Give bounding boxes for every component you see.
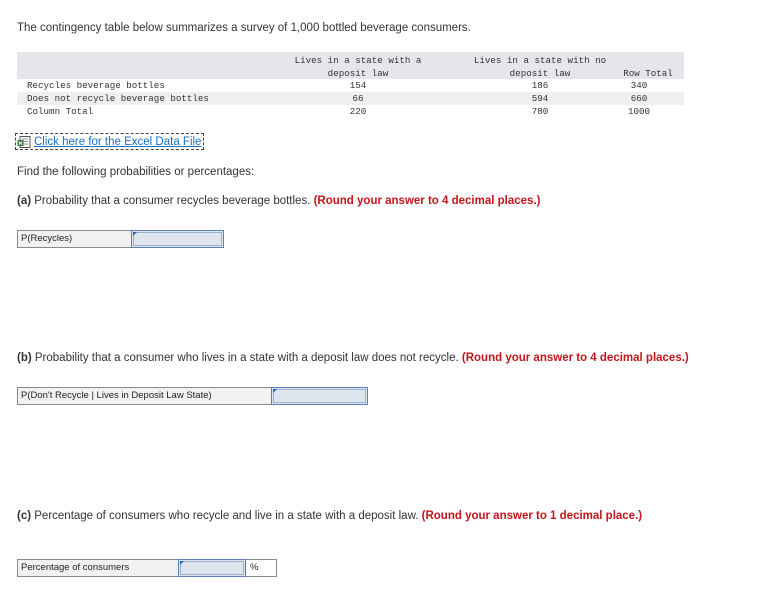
percent-unit-label: % [246,559,277,577]
p-recycles-input[interactable] [132,234,229,250]
header-no-deposit [447,54,633,80]
header-deposit-line1: Lives in a state with a [294,55,422,66]
table-row [17,92,684,105]
header-deposit-line2: deposit law [327,68,389,79]
part-c-rounding: (Round your answer to 1 decimal place.) [421,510,643,522]
cell-no-deposit: 780 [531,106,549,117]
part-a-text: Probability that a consumer recycles beverage bottles. [31,195,314,207]
header-no-deposit-line1: Lives in a state with no [473,55,607,66]
part-b-text: Probability that a consumer who lives in a state with a deposit law does not recycle. [31,352,462,364]
percentage-consumers-input[interactable] [179,563,251,579]
part-c-prefix: (c) [17,510,32,522]
row-label: Recycles beverage bottles [27,80,165,91]
header-row-total: Row Total [623,68,673,79]
cell-total: 340 [630,80,648,91]
row-label: Does not recycle beverage bottles [27,93,209,104]
part-c-question [17,510,642,522]
contingency-table [17,52,684,118]
part-a-prefix: (a) [17,195,32,207]
header-deposit [266,54,450,80]
intro-text: The contingency table below summarizes a survey of 1,000 bottled beverage consumers. [17,22,471,34]
part-a-answer-row [17,230,224,248]
excel-file-icon [17,136,31,148]
table-header [17,52,684,79]
p-dont-recycle-field[interactable] [271,387,368,405]
header-no-deposit-line2: deposit law [509,68,571,79]
cell-deposit: 220 [349,106,367,117]
excel-data-link[interactable] [15,133,204,150]
part-c-answer-row [17,559,277,577]
cell-deposit: 66 [352,93,364,104]
input-flag-icon [180,561,184,565]
p-recycles-field[interactable] [131,230,224,248]
cell-total: 660 [630,93,648,104]
find-instructions: Find the following probabilities or percentages: [17,166,255,178]
table-row [17,79,684,92]
percentage-consumers-field[interactable] [178,559,246,577]
part-b-answer-row [17,387,368,405]
p-dont-recycle-input[interactable] [272,391,373,407]
part-a-question [17,195,540,207]
part-c-text: Percentage of consumers who recycle and live in a state with a deposit law. [31,510,422,522]
p-recycles-label: P(Recycles) [17,230,131,248]
part-a-rounding: (Round your answer to 4 decimal places.) [313,195,541,207]
cell-deposit: 154 [349,80,367,91]
part-b-question [17,352,689,364]
part-b-rounding: (Round your answer to 4 decimal places.) [461,352,689,364]
part-b-prefix: (b) [17,352,32,364]
cell-no-deposit: 594 [531,93,549,104]
cell-total: 1000 [627,106,651,117]
excel-link-label[interactable]: Click here for the Excel Data File [34,135,202,148]
input-flag-icon [133,232,137,236]
input-flag-icon [273,389,277,393]
table-row [17,105,684,118]
cell-no-deposit: 186 [531,80,549,91]
row-label: Column Total [27,106,94,117]
p-dont-recycle-label: P(Don't Recycle | Lives in Deposit Law State) [17,387,271,405]
percentage-consumers-label: Percentage of consumers [17,559,178,577]
